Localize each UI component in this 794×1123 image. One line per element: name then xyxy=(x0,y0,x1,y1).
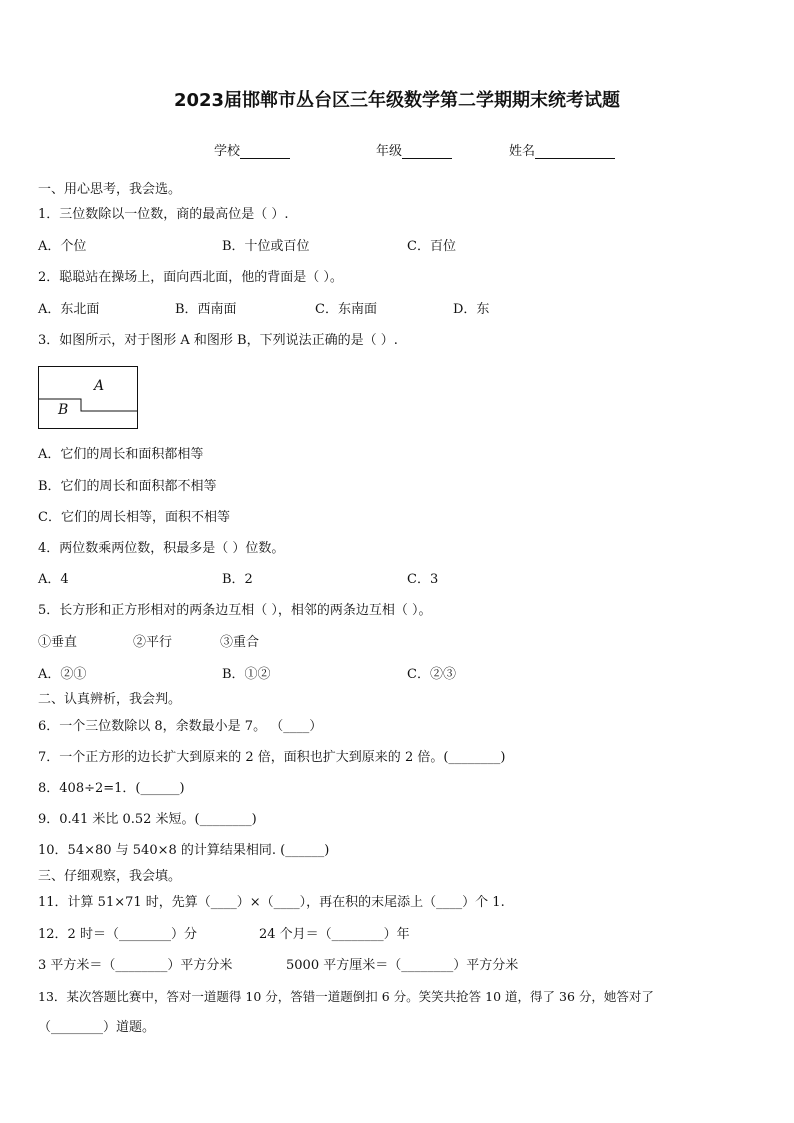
grade-label: 年级 xyxy=(376,144,403,159)
q5-option-a: A．②① xyxy=(38,667,87,682)
question-8: 8．408÷2=1．(______) xyxy=(38,781,185,796)
question-12-part-a: 12．2 时＝（________）分 xyxy=(38,927,197,942)
question-13-line2: （________）道题。 xyxy=(38,1020,156,1035)
question-11: 11．计算 51×71 时，先算（____）×（____），再在积的末尾添上（____）个 1. xyxy=(38,895,505,910)
question-13-line1: 13．某次答题比赛中，答对一道题得 10 分，答错一道题倒扣 6 分。笑笑共抢答 10 道，得了 36 分，她答对了 xyxy=(38,989,654,1004)
question-9: 9．0.41 米比 0.52 米短。(________) xyxy=(38,812,257,827)
section2-heading: 二、认真辨析，我会判。 xyxy=(38,692,182,707)
q2-option-b: B．西南面 xyxy=(175,302,237,317)
question-12-part-d: 5000 平方厘米＝（________）平方分米 xyxy=(286,958,519,973)
question-12-part-b: 24 个月＝（________）年 xyxy=(259,927,410,942)
school-label: 学校 xyxy=(214,144,241,159)
q3-option-c: C．它们的周长相等，面积不相等 xyxy=(38,510,230,525)
q2-option-d: D．东 xyxy=(453,302,490,317)
name-label: 姓名 xyxy=(509,144,536,159)
page-title: 2023届邯郸市丛台区三年级数学第二学期期末统考试题 xyxy=(173,90,621,111)
question-3: 3．如图所示，对于图形 A 和图形 B，下列说法正确的是（ ）. xyxy=(38,333,398,348)
name-field xyxy=(509,140,615,159)
question-2: 2．聪聪站在操场上，面向西北面，他的背面是（ ）。 xyxy=(38,270,343,285)
figure-label-b: B xyxy=(58,402,69,418)
outer-rectangle xyxy=(39,367,138,429)
question-1: 1．三位数除以一位数，商的最高位是（ ）. xyxy=(38,207,289,222)
q3-option-a: A．它们的周长和面积都相等 xyxy=(38,447,204,462)
q5-choice-2: ②平行 xyxy=(133,635,173,650)
name-blank xyxy=(535,144,615,159)
question-7: 7．一个正方形的边长扩大到原来的 2 倍，面积也扩大到原来的 2 倍。(________) xyxy=(38,750,506,765)
q4-option-c: C．3 xyxy=(407,572,439,587)
grade-field xyxy=(376,140,452,159)
q3-figure xyxy=(38,366,138,429)
rectangle-diagram xyxy=(38,366,138,429)
question-5: 5．长方形和正方形相对的两条边互相（ ），相邻的两条边互相（ ）。 xyxy=(38,603,432,618)
question-6: 6．一个三位数除以 8，余数最小是 7。 （____） xyxy=(38,719,323,734)
school-field xyxy=(214,140,290,159)
question-12-part-c: 3 平方米＝（________）平方分米 xyxy=(38,958,233,973)
q5-choice-3: ③重合 xyxy=(220,635,260,650)
dividing-line xyxy=(39,399,138,411)
section3-heading: 三、仔细观察，我会填。 xyxy=(38,869,182,884)
q2-option-a: A．东北面 xyxy=(38,302,100,317)
figure-label-a: A xyxy=(94,378,105,394)
q1-option-a: A．个位 xyxy=(38,239,87,254)
q5-choice-1: ①垂直 xyxy=(38,635,78,650)
school-blank xyxy=(240,144,290,159)
q2-option-c: C．东南面 xyxy=(315,302,377,317)
question-10: 10．54×80 与 540×8 的计算结果相同. (______) xyxy=(38,843,330,858)
q1-option-c: C．百位 xyxy=(407,239,456,254)
q4-option-a: A．4 xyxy=(38,572,69,587)
grade-blank xyxy=(402,144,452,159)
question-4: 4．两位数乘两位数，积最多是（ ）位数。 xyxy=(38,541,285,556)
q3-option-b: B．它们的周长和面积都不相等 xyxy=(38,479,217,494)
q5-option-b: B．①② xyxy=(222,667,271,682)
section1-heading: 一、用心思考，我会选。 xyxy=(38,182,182,197)
q5-option-c: C．②③ xyxy=(407,667,456,682)
q1-option-b: B．十位或百位 xyxy=(222,239,310,254)
q4-option-b: B．2 xyxy=(222,572,253,587)
